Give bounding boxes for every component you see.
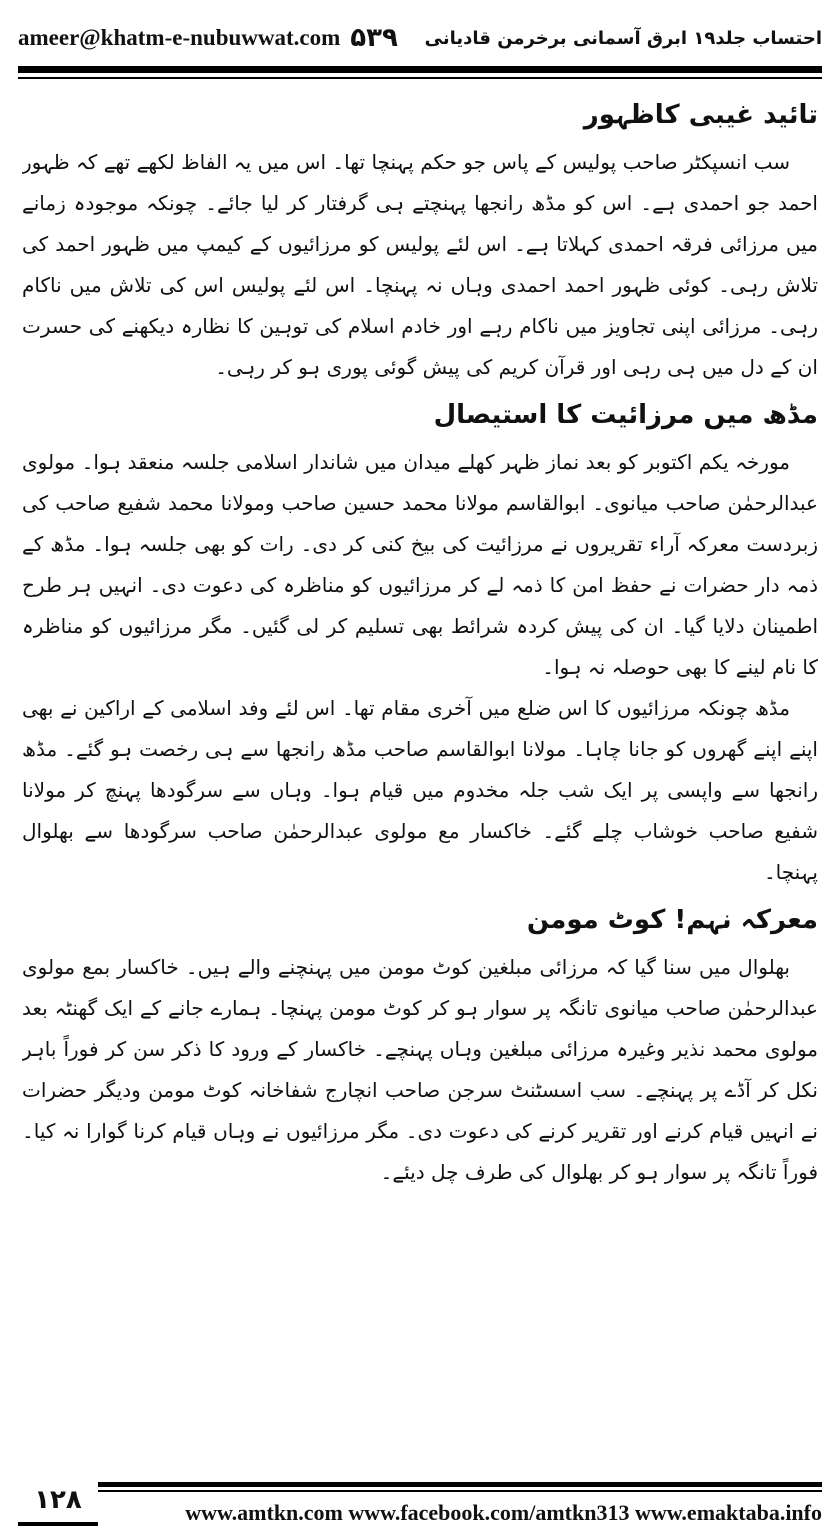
section-heading: مڈھ میں مرزائیت کا استیصال: [433, 400, 818, 430]
paragraph: سب انسپکٹر صاحب پولیس کے پاس جو حکم پہنچا تھا۔ اس میں یہ الفاظ لکھے تھے کہ ظہور احمد جو احمدی ہے۔ اس کو مڈھ رانجھا پہنچتے ہی گرفتار کر لیا جائے۔ چونکہ موجودہ زمانے میں مرزائی فرقہ احمدی کہلاتا ہے۔ اس لئے پولیس کو مرزائیوں کے کیمپ میں ظہور احمد کی تلاش رہی۔ کوئی ظہور احمد احمدی وہاں نہ پہنچا۔ اس لئے پولیس اس کی تلاش میں ناکام رہی۔ مرزائی اپنی تجاویز میں ناکام رہے اور خادم اسلام کی توہین کا نظارہ دیکھنے کی حسرت ان کے دل میں ہی رہی اور قرآن کریم کی پیش گوئی پوری ہو کر رہی۔: [22, 150, 818, 379]
header-book-title: احتساب جلد۱۹ ابرق آسمانی برخرمن قادیانی: [424, 27, 822, 49]
paragraph: بھلوال میں سنا گیا کہ مرزائی مبلغین کوٹ مومن میں پہنچنے والے ہیں۔ خاکسار بمع مولوی عبدالرحمٰن صاحب میانوی تانگہ پر سوار ہو کر کوٹ مومن پہنچا۔ ہمارے جانے کے ایک گھنٹہ بعد مولوی محمد نذیر وغیرہ مرزائی مبلغین وہاں پہنچے۔ خاکسار کے ورود کا ذکر سن کر فوراً باہر نکل کر آڈے پر پہنچے۔ سب اسسٹنٹ سرجن صاحب انچارج شفاخانہ کوٹ مومن ودیگر حضرات نے انہیں قیام کرنے اور تقریر کرنے کی دعوت دی۔ مگر مرزائیوں نے وہاں قیام کرنا گوارا نہ کیا۔ فوراً تانگہ پر سوار ہو کر بھلوال کی طرف چل دیئے۔: [22, 955, 818, 1184]
section-heading: تائید غیبی کاظہور: [583, 100, 818, 130]
footer-links-area: [98, 1478, 822, 1526]
header-rule-thick: [18, 66, 822, 73]
header-left: [18, 23, 398, 53]
footer-rule-thick: [98, 1482, 822, 1487]
paragraph: مورخہ یکم اکتوبر کو بعد نماز ظہر کھلے میدان میں شاندار اسلامی جلسہ منعقد ہوا۔ مولوی عبدالرحمٰن صاحب میانوی۔ ابوالقاسم مولانا محمد حسین صاحب ومولانا محمد شفیع صاحب کی زبردست معرکہ آراء تقریروں نے مرزائیت کی بیخ کنی کر دی۔ رات کو بھی جلسہ ہوا۔ مڈھ کے ذمہ دار حضرات نے حفظ امن کا ذمہ لے کر مرزائیوں کو مناظرہ کی دعوت دی۔ انہیں ہر طرح اطمینان دلایا گیا۔ ان کی پیش کردہ شرائط بھی تسلیم کر لی گئیں۔ مگر مرزائیوں کو مناظرہ کا نام لینے کا بھی حوصلہ نہ ہوا۔: [22, 450, 818, 679]
page-header: [18, 18, 822, 58]
section-heading: معرکہ نہم! کوٹ مومن: [526, 905, 818, 935]
page-body: [22, 88, 818, 1458]
header-page-number: ۵۳۹: [350, 23, 398, 53]
page-footer: [18, 1478, 822, 1526]
footer-page-number: ۱۲۸: [18, 1478, 98, 1526]
header-email: ameer@khatm-e-nubuwwat.com: [18, 25, 341, 50]
footer-urls: www.amtkn.com www.facebook.com/amtkn313 www.emaktaba.info: [185, 1500, 822, 1525]
footer-rule-thin: [98, 1490, 822, 1492]
paragraph: مڈھ چونکہ مرزائیوں کا اس ضلع میں آخری مقام تھا۔ اس لئے وفد اسلامی کے اراکین نے بھی اپنے اپنے گھروں کو جانا چاہا۔ مولانا ابوالقاسم صاحب مڈھ رانجھا سے ہی رخصت ہو گئے۔ مڈھ رانجھا سے واپسی پر ایک شب جلہ مخدوم میں قیام ہوا۔ وہاں سے سرگودھا پہنچ کر مولانا شفیع صاحب خوشاب چلے گئے۔ خاکسار مع مولوی عبدالرحمٰن صاحب سرگودھا سے بھلوال پہنچا۔: [22, 696, 818, 884]
header-rule-thin: [18, 77, 822, 79]
